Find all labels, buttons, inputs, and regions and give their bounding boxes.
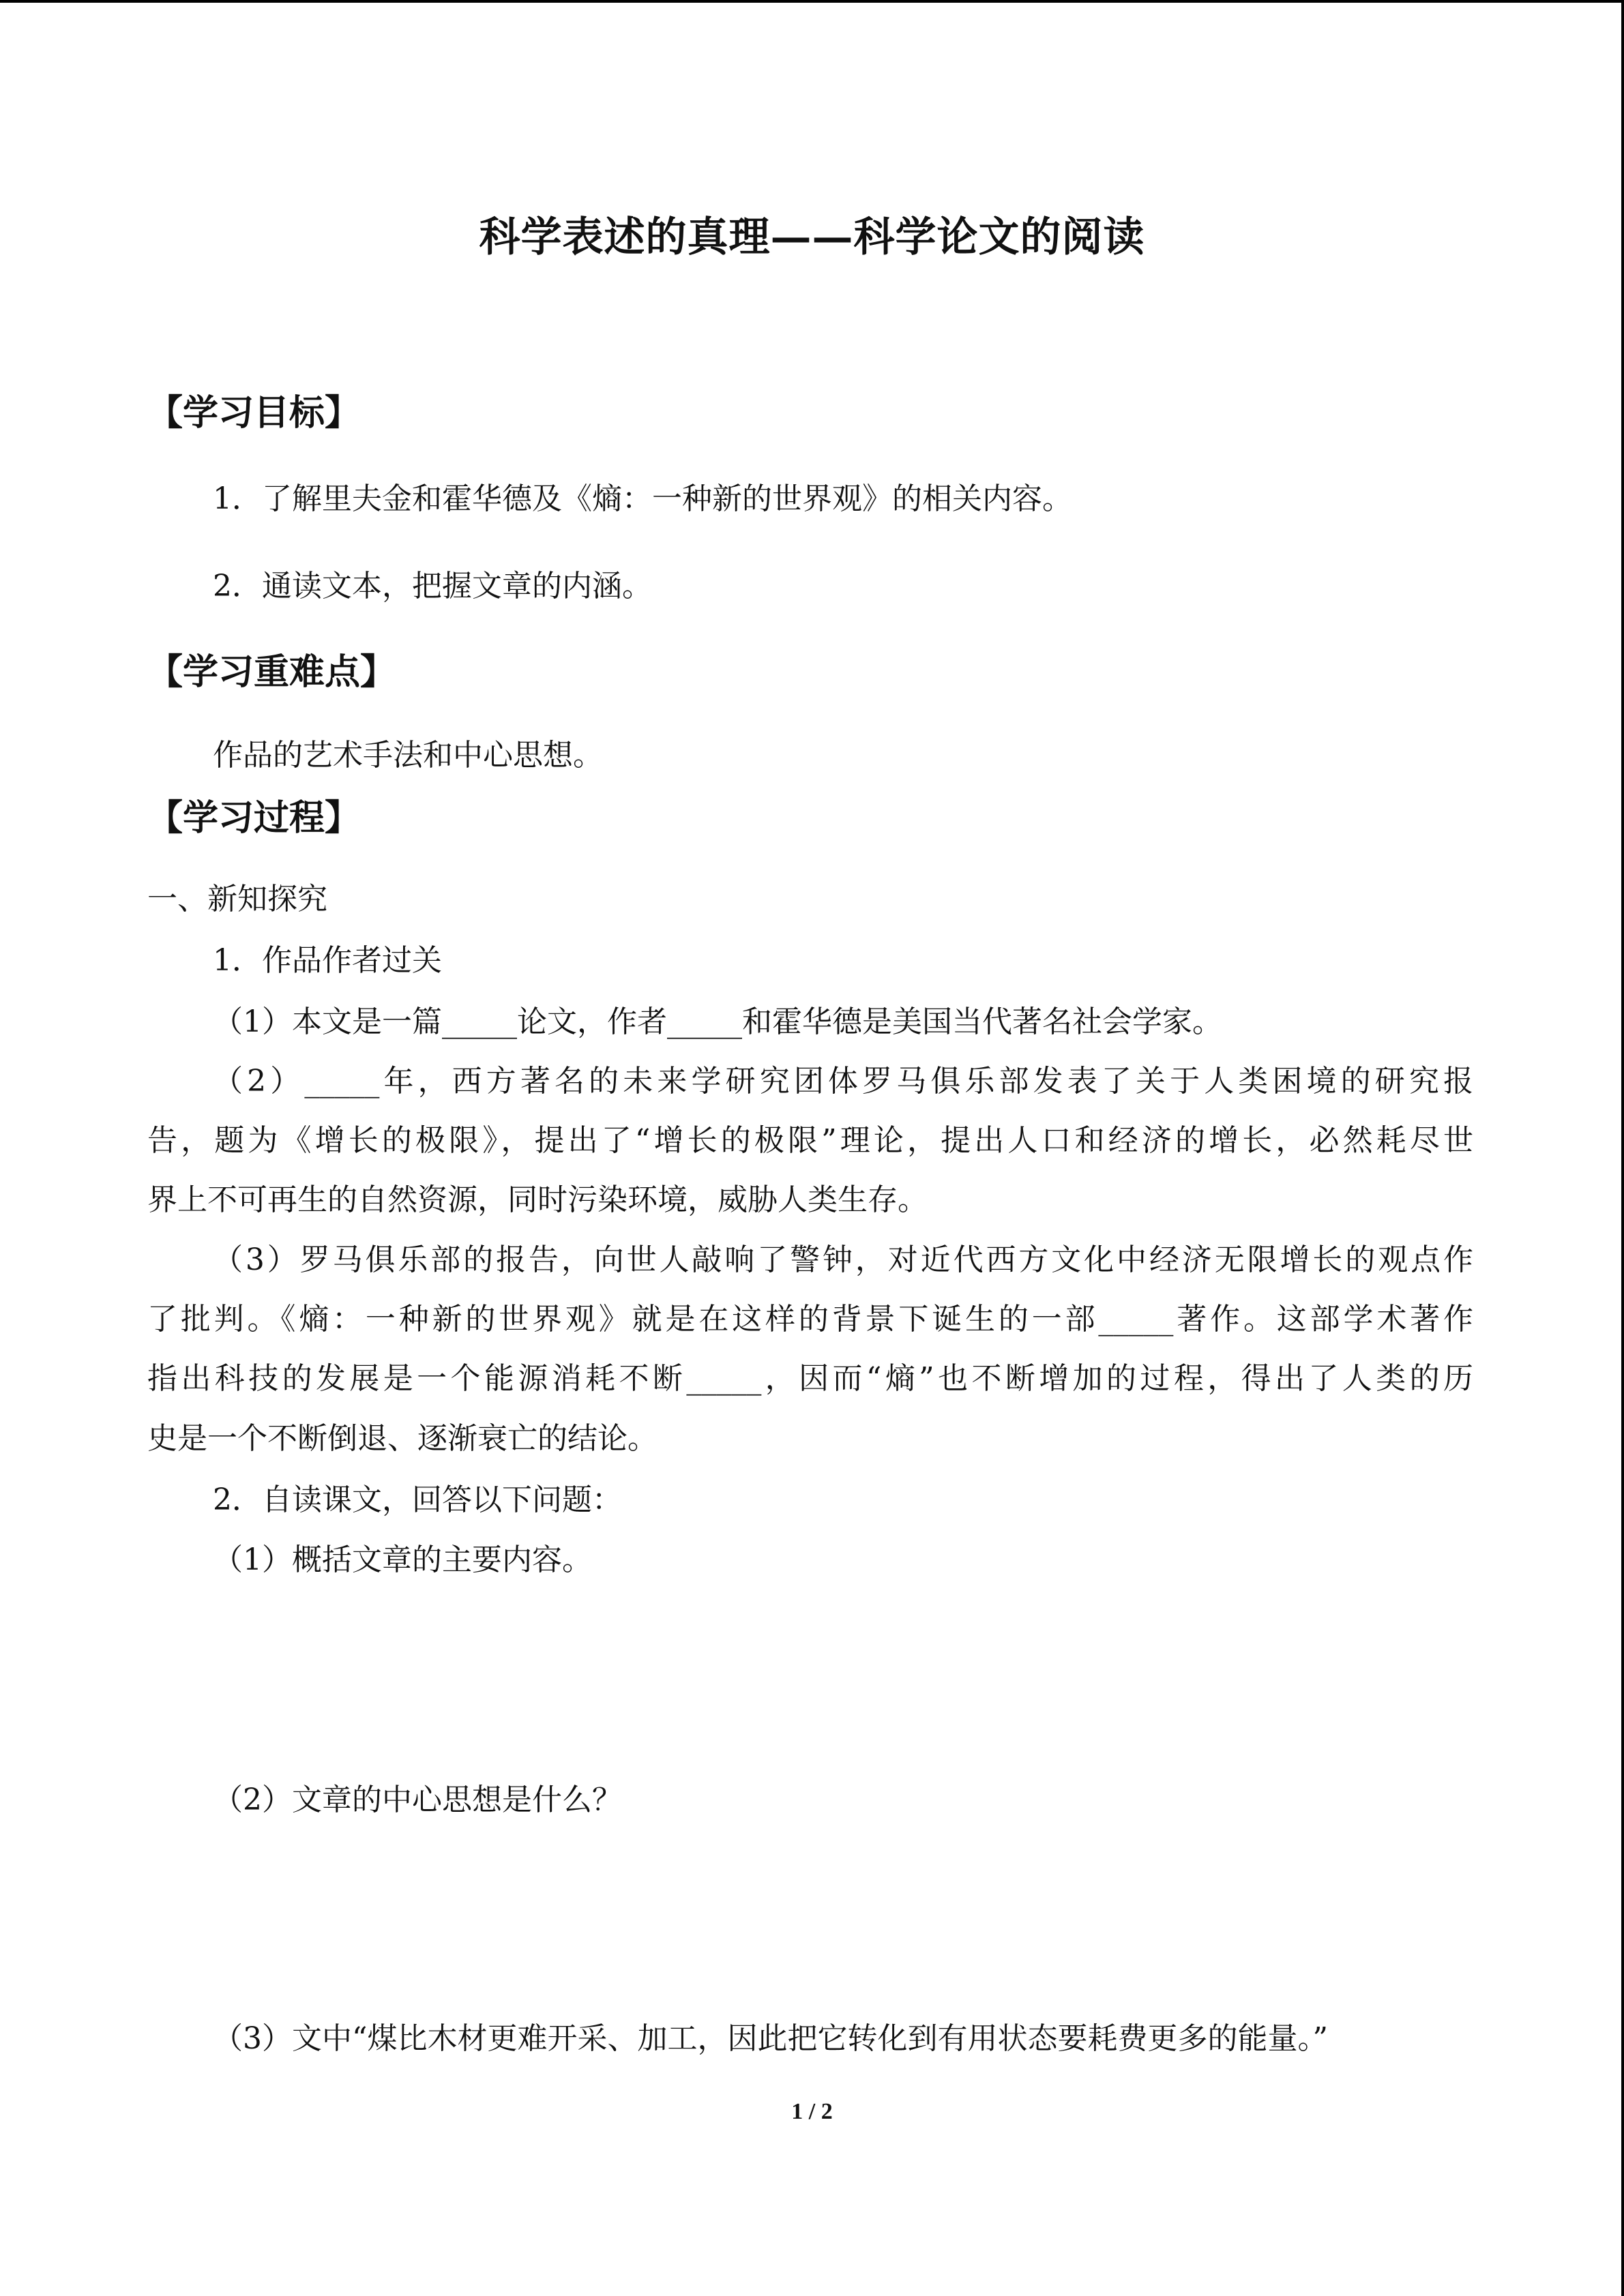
question2-item3: （3）文中“煤比木材更难开采、加工，因此把它转化到有用状态要耗费更多的能量。” [213, 2021, 1328, 2056]
page-number: 1 / 2 [791, 2099, 833, 2124]
question1-item3-line3: 指出科技的发展是一个能源消耗不断_____，因而“熵”也不断增加的过程，得出了人类的历 [147, 1361, 1473, 1396]
question1-item2-line3: 界上不可再生的自然资源，同时污染环境，威胁人类生存。 [147, 1182, 928, 1217]
key-points-text: 作品的艺术手法和中心思想。 [213, 738, 603, 773]
question1-item1: （1）本文是一篇_____论文，作者_____和霍华德是美国当代著名社会学家。 [213, 1004, 1222, 1039]
document-title: 科学表述的真理——科学论文的阅读 [479, 213, 1145, 261]
page-right-border [1621, 0, 1624, 2296]
objectives-heading: 【学习目标】 [147, 392, 361, 434]
page-top-border [0, 0, 1624, 3]
question1-title: 1．作品作者过关 [213, 943, 442, 978]
question1-item2-line1: （2）_____年，西方著名的未来学研究团体罗马俱乐部发表了关于人类困境的研究报 [213, 1064, 1473, 1099]
question1-item3-line4: 史是一个不断倒退、逐渐衰亡的结论。 [147, 1421, 658, 1456]
objective-item-1: 1．了解里夫金和霍华德及《熵：一种新的世界观》的相关内容。 [213, 481, 1072, 516]
question1-item3-line1: （3）罗马俱乐部的报告，向世人敲响了警钟，对近代西方文化中经济无限增长的观点作 [213, 1242, 1473, 1277]
objective-item-2: 2．通读文本，把握文章的内涵。 [213, 569, 652, 603]
question2-item2: （2）文章的中心思想是什么？ [213, 1783, 622, 1817]
question2-item1: （1）概括文章的主要内容。 [213, 1542, 592, 1577]
process-heading: 【学习过程】 [147, 797, 361, 839]
key-points-heading: 【学习重难点】 [147, 651, 396, 693]
question2-title: 2．自读课文，回答以下问题： [213, 1482, 622, 1517]
part1-heading: 一、新知探究 [147, 882, 327, 916]
question1-item2-line2: 告，题为《增长的极限》，提出了“增长的极限”理论，提出人口和经济的增长，必然耗尽世 [147, 1123, 1473, 1158]
question1-item3-line2: 了批判。《熵：一种新的世界观》就是在这样的背景下诞生的一部_____著作。这部学术著作 [147, 1302, 1473, 1337]
